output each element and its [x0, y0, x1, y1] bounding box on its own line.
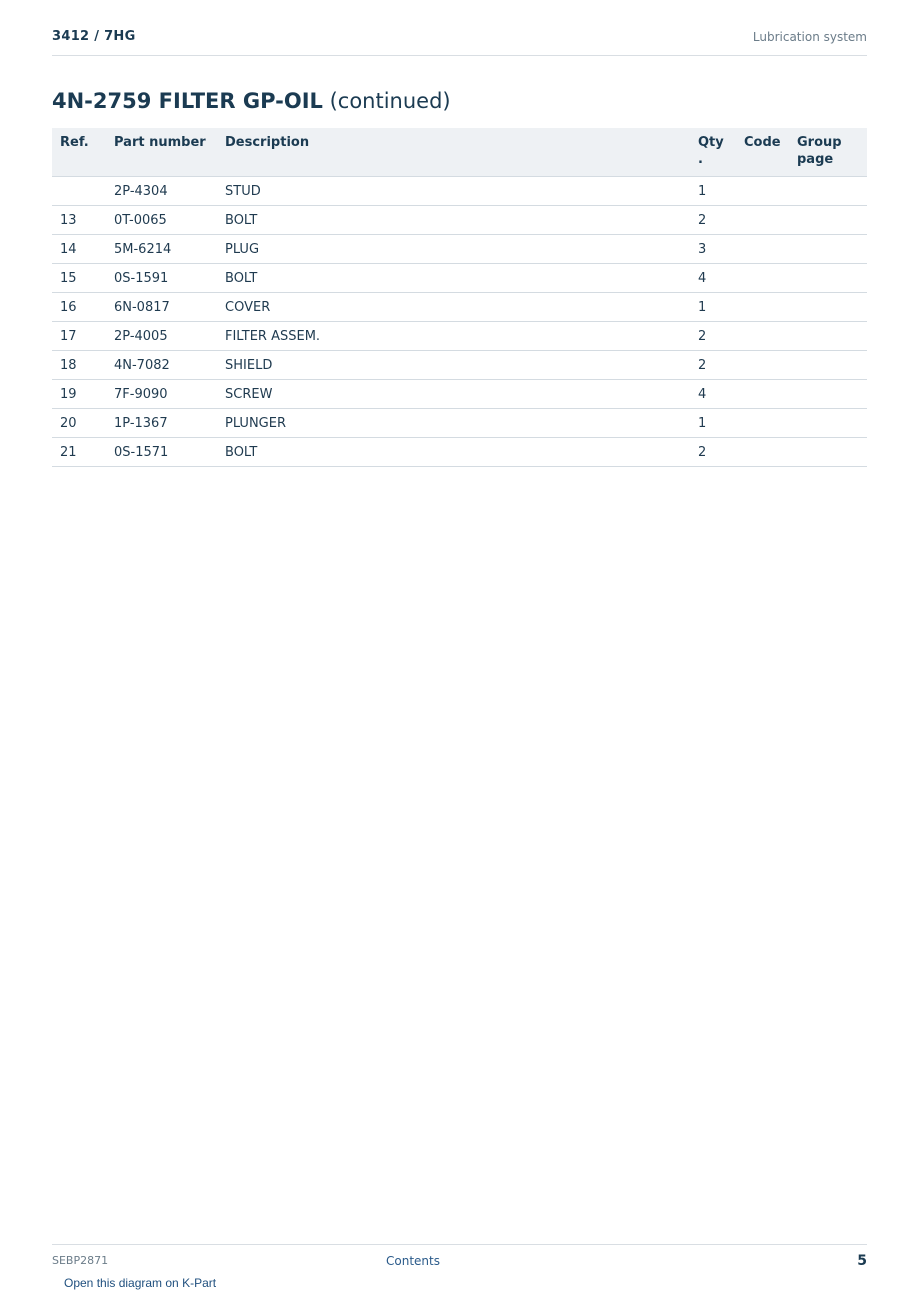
cell-ref: 14	[52, 235, 106, 264]
cell-group-page	[789, 264, 867, 293]
cell-part-number: 2P-4304	[106, 177, 217, 206]
parts-table-body	[52, 177, 867, 467]
cell-ref	[52, 177, 106, 206]
cell-ref: 19	[52, 380, 106, 409]
cell-ref: 16	[52, 293, 106, 322]
parts-table	[52, 128, 867, 467]
cell-qty: 2	[690, 438, 736, 467]
cell-group-page	[789, 235, 867, 264]
cell-qty: 4	[690, 264, 736, 293]
cell-code	[736, 351, 789, 380]
cell-code	[736, 293, 789, 322]
cell-qty: 2	[690, 206, 736, 235]
cell-description: SHIELD	[217, 351, 690, 380]
page-number: 5	[857, 1253, 867, 1269]
cell-ref: 13	[52, 206, 106, 235]
cell-description: PLUG	[217, 235, 690, 264]
cell-ref: 20	[52, 409, 106, 438]
table-row	[52, 380, 867, 409]
title-main: 4N-2759 FILTER GP-OIL	[52, 89, 323, 113]
cell-group-page	[789, 206, 867, 235]
model-label: 3412 / 7HG	[52, 29, 136, 44]
table-row	[52, 177, 867, 206]
table-row	[52, 293, 867, 322]
col-qty-line2: .	[698, 152, 703, 167]
col-group-line2: page	[797, 152, 834, 167]
cell-code	[736, 380, 789, 409]
cell-qty: 3	[690, 235, 736, 264]
title-suffix: (continued)	[329, 89, 451, 113]
col-ref: Ref.	[52, 128, 106, 177]
page-title	[52, 89, 451, 113]
table-row	[52, 235, 867, 264]
cell-part-number: 0T-0065	[106, 206, 217, 235]
cell-part-number: 2P-4005	[106, 322, 217, 351]
cell-group-page	[789, 177, 867, 206]
cell-part-number: 0S-1591	[106, 264, 217, 293]
cell-part-number: 1P-1367	[106, 409, 217, 438]
col-description: Description	[217, 128, 690, 177]
cell-description: SCREW	[217, 380, 690, 409]
table-row	[52, 322, 867, 351]
contents-link[interactable]: Contents	[386, 1254, 440, 1268]
col-group-page	[789, 128, 867, 177]
open-kpart-link[interactable]: Open this diagram on K-Part	[64, 1276, 217, 1290]
col-group-line1: Group	[797, 135, 842, 150]
table-row	[52, 264, 867, 293]
col-code: Code	[736, 128, 789, 177]
cell-group-page	[789, 293, 867, 322]
cell-code	[736, 235, 789, 264]
cell-part-number: 6N-0817	[106, 293, 217, 322]
cell-qty: 2	[690, 351, 736, 380]
col-part-number: Part number	[106, 128, 217, 177]
cell-group-page	[789, 322, 867, 351]
cell-part-number: 7F-9090	[106, 380, 217, 409]
cell-qty: 1	[690, 177, 736, 206]
col-qty-line1: Qty	[698, 135, 724, 150]
cell-description: COVER	[217, 293, 690, 322]
cell-ref: 21	[52, 438, 106, 467]
cell-part-number: 4N-7082	[106, 351, 217, 380]
cell-code	[736, 177, 789, 206]
table-row	[52, 351, 867, 380]
cell-description: BOLT	[217, 264, 690, 293]
cell-ref: 18	[52, 351, 106, 380]
cell-code	[736, 322, 789, 351]
parts-table-header	[52, 128, 867, 177]
col-qty	[690, 128, 736, 177]
cell-group-page	[789, 351, 867, 380]
table-row	[52, 409, 867, 438]
cell-group-page	[789, 380, 867, 409]
table-row	[52, 206, 867, 235]
cell-code	[736, 409, 789, 438]
page-footer	[52, 1244, 867, 1275]
cell-part-number: 5M-6214	[106, 235, 217, 264]
cell-description: STUD	[217, 177, 690, 206]
cell-qty: 4	[690, 380, 736, 409]
cell-description: PLUNGER	[217, 409, 690, 438]
section-name: Lubrication system	[752, 30, 867, 44]
cell-part-number: 0S-1571	[106, 438, 217, 467]
cell-ref: 17	[52, 322, 106, 351]
cell-qty: 1	[690, 409, 736, 438]
document-id: SEBP2871	[52, 1254, 109, 1267]
header-row	[52, 128, 867, 177]
cell-code	[736, 206, 789, 235]
cell-description: BOLT	[217, 438, 690, 467]
table-row	[52, 438, 867, 467]
cell-qty: 1	[690, 293, 736, 322]
cell-code	[736, 438, 789, 467]
cell-qty: 2	[690, 322, 736, 351]
cell-group-page	[789, 409, 867, 438]
page-header	[52, 26, 867, 56]
cell-description: BOLT	[217, 206, 690, 235]
cell-ref: 15	[52, 264, 106, 293]
cell-description: FILTER ASSEM.	[217, 322, 690, 351]
cell-group-page	[789, 438, 867, 467]
cell-code	[736, 264, 789, 293]
